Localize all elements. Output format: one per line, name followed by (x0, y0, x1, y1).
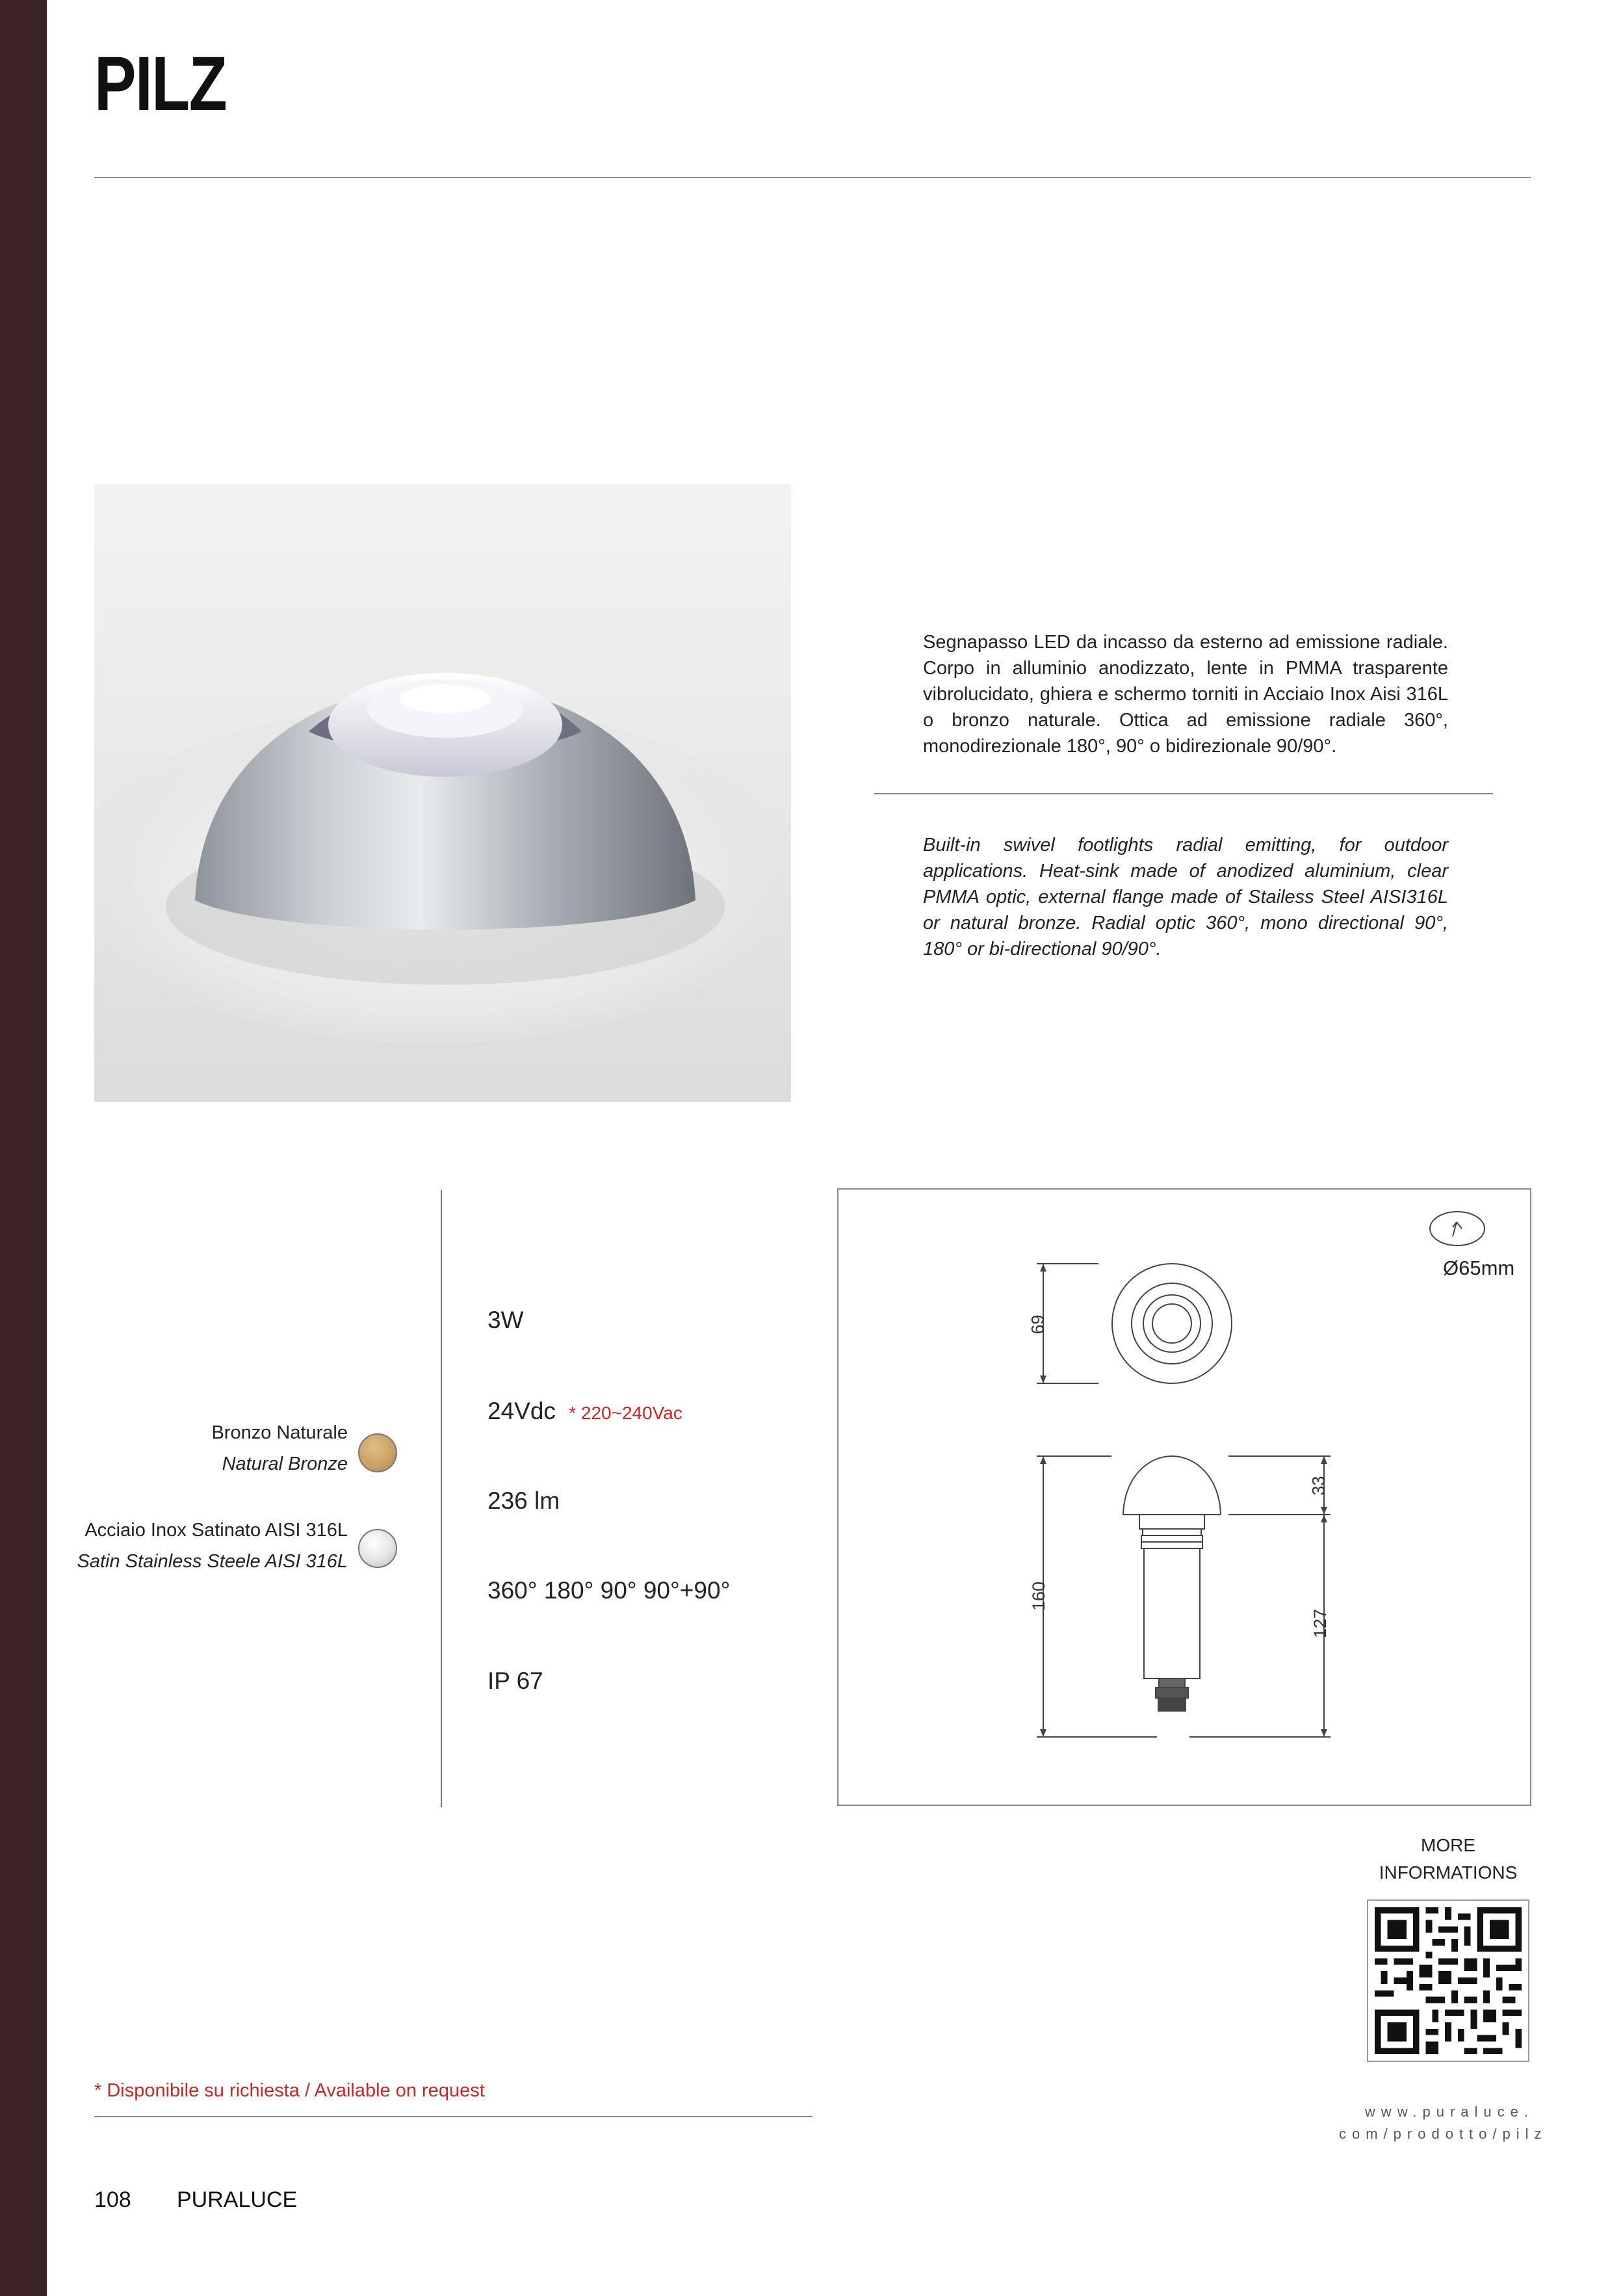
dim-total-height: 160 (1029, 1581, 1049, 1611)
spec-flux: 236 lm (487, 1487, 560, 1514)
more-info-line2: INFORMATIONS (1379, 1862, 1518, 1883)
spec-optics: 360° 180° 90° 90°+90° (487, 1577, 731, 1604)
cutout-diameter: Ø65mm (1443, 1257, 1515, 1279)
footer-brand: PURALUCE (177, 2187, 298, 2212)
spec-ip: IP 67 (487, 1667, 543, 1694)
finish-steel-en: Satin Stainless Steele AISI 316L (77, 1551, 348, 1572)
dim-top-height: 69 (1028, 1314, 1048, 1335)
spec-voltage: 24Vdc (487, 1398, 556, 1424)
spec-voltage-row (487, 1398, 682, 1425)
finish-bronze-en: Natural Bronze (222, 1454, 348, 1474)
technical-drawing (837, 1188, 1531, 1806)
page-number: 108 (94, 2187, 131, 2212)
description-it: Segnapasso LED da incasso da esterno ad emissione radiale. Corpo in alluminio anodizzato, lente in PMMA trasparente vibrolucidato, ghiera e schermo torniti in Acciaio Inox Aisi 316L o bronzo naturale. Ottica ad emissione radiale 360°, monodirezionale 180°, 90° o bidirezionale 90/90°. (923, 632, 1448, 757)
description-divider (874, 793, 1493, 794)
footnote-divider (94, 2116, 812, 2117)
qr-code[interactable] (1367, 1899, 1529, 2062)
product-url[interactable] (1339, 2101, 1548, 2145)
spec-power: 3W (487, 1307, 524, 1333)
availability-footnote: * Disponibile su richiesta / Available on request (94, 2080, 485, 2101)
finish-bronze-it: Bronzo Naturale (211, 1422, 348, 1443)
product-url-line1: www.puraluce. (1364, 2104, 1534, 2120)
dim-head-height: 33 (1308, 1476, 1329, 1496)
finish-steel-it: Acciaio Inox Satinato AISI 316L (84, 1520, 348, 1541)
specs-divider (441, 1190, 442, 1807)
title-divider (94, 177, 1531, 178)
finish-bronze-label (84, 1417, 348, 1480)
top-view-outer (1112, 1264, 1232, 1383)
sidebar-band (0, 0, 47, 2296)
product-url-line2: com/prodotto/pilz (1339, 2126, 1548, 2142)
spec-voltage-request (569, 1403, 682, 1423)
description-en: Built-in swivel footlights radial emitting, for outdoor applications. Heat-sink made of anodized aluminium, clear PMMA optic, external flange made of Stailess Steel AISI316L or natural bronze. Radial optic 360°, mono directional 90°, 180° or bi-directional 90/90°. (923, 835, 1448, 959)
finish-steel-label (65, 1515, 348, 1577)
page-title: PILZ (94, 41, 227, 127)
finish-bronze-swatch (358, 1433, 397, 1472)
more-info-heading (1352, 1832, 1544, 1886)
product-photo-svg (94, 484, 791, 1102)
more-info-line1: MORE (1421, 1835, 1475, 1855)
spec-voltage-request-mark: * (569, 1403, 577, 1423)
finish-steel-swatch (358, 1529, 397, 1568)
qr-code-svg (1368, 1901, 1528, 2061)
spec-voltage-request-value: 220~240Vac (580, 1403, 682, 1423)
product-photo (94, 484, 791, 1102)
technical-drawing-svg (838, 1190, 1530, 1805)
dim-body-height: 127 (1310, 1608, 1331, 1639)
